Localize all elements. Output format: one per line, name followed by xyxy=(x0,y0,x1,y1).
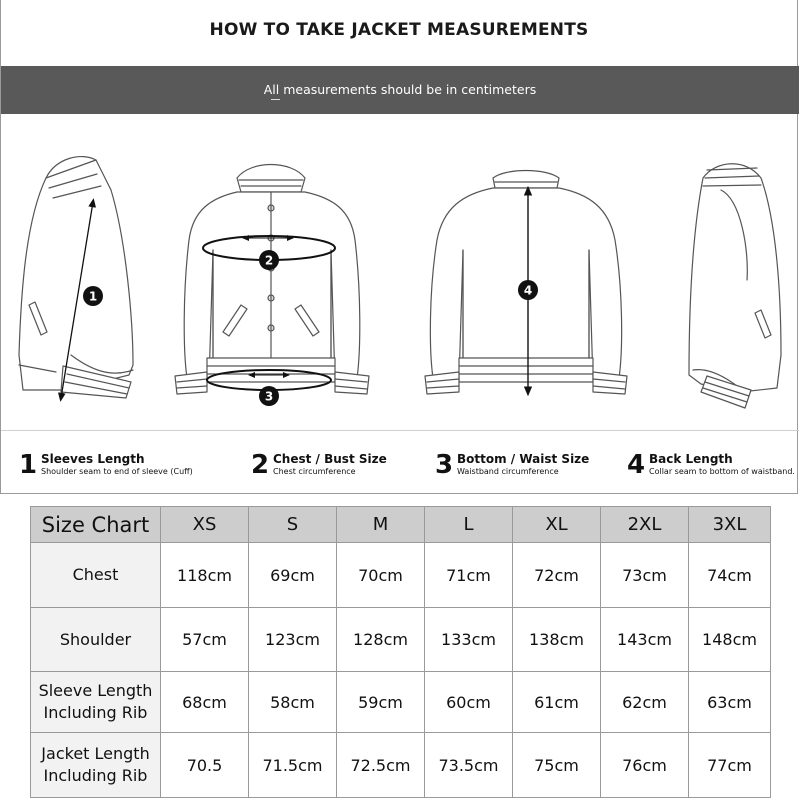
table-cell: 61cm xyxy=(513,672,601,733)
legend-description: Chest circumference xyxy=(273,467,356,476)
svg-text:4: 4 xyxy=(523,283,533,298)
table-cell: 68cm xyxy=(161,672,249,733)
banner-divider xyxy=(271,99,280,100)
table-row-shoulder xyxy=(31,608,771,672)
svg-text:2: 2 xyxy=(264,253,274,268)
table-cell: 62cm xyxy=(601,672,689,733)
table-row-sleeve-length xyxy=(31,672,771,733)
jacket-front-view xyxy=(175,165,369,395)
table-cell: 58cm xyxy=(249,672,337,733)
table-cell: 73.5cm xyxy=(425,733,513,798)
table-cell: 77cm xyxy=(689,733,771,798)
legend-number: 1 xyxy=(19,450,38,480)
row-label: Chest xyxy=(31,543,161,608)
size-header-s: S xyxy=(249,507,337,543)
table-cell: 133cm xyxy=(425,608,513,672)
units-banner xyxy=(1,66,799,114)
size-chart-heading: Size Chart xyxy=(31,507,161,543)
table-cell: 74cm xyxy=(689,543,771,608)
size-header-row xyxy=(31,507,771,543)
marker-1 xyxy=(83,286,103,306)
table-cell: 123cm xyxy=(249,608,337,672)
table-cell: 69cm xyxy=(249,543,337,608)
size-header-m: M xyxy=(337,507,425,543)
legend-divider xyxy=(1,430,799,431)
marker-2 xyxy=(259,250,279,270)
table-row-jacket-length xyxy=(31,733,771,798)
legend-description: Waistband circumference xyxy=(457,467,559,476)
table-cell: 75cm xyxy=(513,733,601,798)
jacket-side-view-left xyxy=(19,157,133,398)
legend-title: Back Length xyxy=(649,452,733,466)
marker-4 xyxy=(518,280,538,300)
table-cell: 118cm xyxy=(161,543,249,608)
jacket-side-view-right xyxy=(689,164,781,408)
row-label: Jacket Length Including Rib xyxy=(31,733,161,798)
table-cell: 60cm xyxy=(425,672,513,733)
legend-title: Bottom / Waist Size xyxy=(457,452,590,466)
jacket-illustrations xyxy=(1,130,799,430)
table-cell: 57cm xyxy=(161,608,249,672)
table-cell: 63cm xyxy=(689,672,771,733)
table-cell: 73cm xyxy=(601,543,689,608)
size-chart-table xyxy=(30,506,771,798)
table-cell: 70.5 xyxy=(161,733,249,798)
legend-number: 3 xyxy=(435,450,454,480)
legend-description: Shoulder seam to end of sleeve (Cuff) xyxy=(41,467,193,476)
table-cell: 71.5cm xyxy=(249,733,337,798)
table-cell: 148cm xyxy=(689,608,771,672)
table-cell: 72cm xyxy=(513,543,601,608)
size-header-3xl: 3XL xyxy=(689,507,771,543)
table-cell: 70cm xyxy=(337,543,425,608)
svg-text:1: 1 xyxy=(88,289,98,304)
table-cell: 72.5cm xyxy=(337,733,425,798)
row-label: Shoulder xyxy=(31,608,161,672)
table-cell: 76cm xyxy=(601,733,689,798)
table-cell: 59cm xyxy=(337,672,425,733)
size-header-xl: XL xyxy=(513,507,601,543)
legend-number: 2 xyxy=(251,450,270,480)
size-header-l: L xyxy=(425,507,513,543)
legend-title: Chest / Bust Size xyxy=(273,452,387,466)
legend-number: 4 xyxy=(627,450,646,480)
table-cell: 138cm xyxy=(513,608,601,672)
table-row-chest xyxy=(31,543,771,608)
legend-description: Collar seam to bottom of waistband. xyxy=(649,467,795,476)
units-note: All measurements should be in centimeters xyxy=(263,82,537,97)
svg-text:3: 3 xyxy=(264,389,274,404)
table-cell: 143cm xyxy=(601,608,689,672)
row-label: Sleeve Length Including Rib xyxy=(31,672,161,733)
size-header-2xl: 2XL xyxy=(601,507,689,543)
table-cell: 71cm xyxy=(425,543,513,608)
page-title: HOW TO TAKE JACKET MEASUREMENTS xyxy=(209,20,589,40)
size-header-xs: XS xyxy=(161,507,249,543)
table-cell: 128cm xyxy=(337,608,425,672)
legend-title: Sleeves Length xyxy=(41,452,145,466)
marker-3 xyxy=(259,386,279,406)
